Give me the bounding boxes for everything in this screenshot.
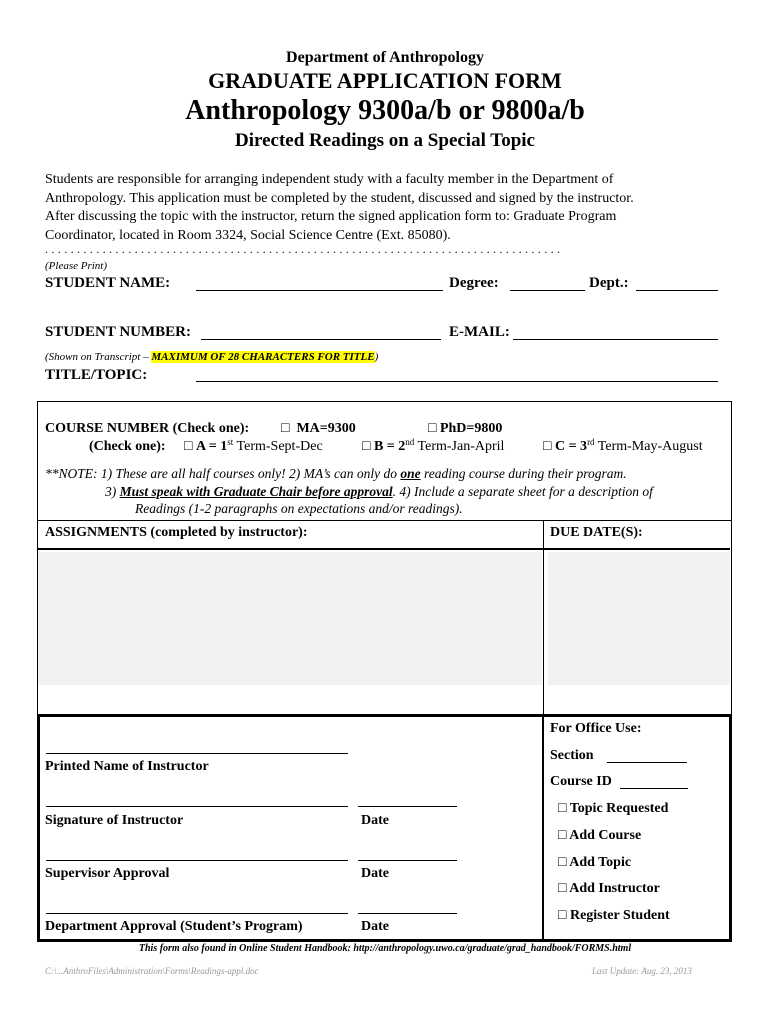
supervisor-signature-line[interactable] <box>46 860 348 861</box>
term-b-sup: nd <box>405 437 415 447</box>
instructor-signature-line[interactable] <box>46 806 348 807</box>
email-field[interactable] <box>513 339 718 340</box>
checkbox-icon: □ <box>428 421 437 436</box>
term-b-option[interactable] <box>362 439 504 455</box>
printed-name-label: Printed Name of Instructor <box>45 759 209 774</box>
transcript-note <box>45 351 378 363</box>
note-line-2 <box>105 484 653 500</box>
title-limit-highlight: MAXIMUM OF 28 CHARACTERS FOR TITLE <box>151 351 375 363</box>
degree-field[interactable] <box>510 290 585 291</box>
phd-option-label: PhD=9800 <box>439 421 503 436</box>
note-emphasis-one: one <box>400 466 421 481</box>
note-line-3: Readings (1-2 paragraphs on expectations and/or readings). <box>135 501 463 516</box>
office-option-label: Register Student <box>569 908 670 923</box>
assignments-input-area[interactable] <box>38 552 542 685</box>
title-topic-label: TITLE/TOPIC: <box>45 367 148 383</box>
term-b-prefix: B = 2 <box>373 439 406 454</box>
course-id-field[interactable] <box>620 788 688 789</box>
term-a-option[interactable] <box>184 439 323 455</box>
department-date-line[interactable] <box>358 913 457 914</box>
department-name: Department of Anthropology <box>286 49 484 66</box>
supervisor-date-label: Date <box>361 866 389 881</box>
checkbox-icon: □ <box>558 828 567 843</box>
term-c-label: Term-May-August <box>594 439 703 454</box>
office-option-label: Topic Requested <box>569 801 669 816</box>
form-title: GRADUATE APPLICATION FORM <box>208 68 562 93</box>
course-number-row <box>45 421 249 437</box>
instructor-date-line[interactable] <box>358 806 457 807</box>
student-name-field[interactable] <box>196 290 443 291</box>
printed-name-line[interactable] <box>46 753 348 754</box>
phd-option[interactable] <box>428 421 502 437</box>
checkbox-icon: □ <box>281 421 290 436</box>
note-line-1 <box>45 466 627 482</box>
office-option-add-instructor[interactable] <box>558 881 660 897</box>
student-number-label: STUDENT NUMBER: <box>45 324 191 340</box>
office-option-label: Add Instructor <box>569 881 660 896</box>
student-number-field[interactable] <box>201 339 441 340</box>
checkbox-icon: □ <box>558 855 567 870</box>
note-text: 3) <box>105 484 120 499</box>
dept-field[interactable] <box>636 290 718 291</box>
checkbox-icon: □ <box>558 881 567 896</box>
email-label: E-MAIL: <box>449 324 510 340</box>
checkbox-icon: □ <box>558 908 567 923</box>
term-check-label: (Check one): <box>89 439 166 454</box>
intro-paragraph <box>45 171 634 245</box>
due-dates-input-area[interactable] <box>548 552 730 685</box>
intro-line: After discussing the topic with the instructor, return the signed application form to: Graduate Program <box>45 209 617 224</box>
assignments-header: ASSIGNMENTS (completed by instructor): <box>45 525 308 540</box>
title-topic-field[interactable] <box>196 381 718 382</box>
handbook-note: This form also found in Online Student Handbook: http://anthropology.uwo.ca/graduate/grad_handbook/FORMS.html <box>138 943 632 954</box>
ma-option[interactable] <box>281 421 356 437</box>
dotted-separator: . . . . . . . . . . . . . . . . . . . . . . . . . . . . . . . . . . . . . . . . . . . . . . . . . . . . . . . . . . . . . . . . . . . . . . . . . . . . . . . . . <box>45 242 561 256</box>
department-date-label: Date <box>361 919 389 934</box>
term-c-prefix: C = 3 <box>554 439 588 454</box>
term-c-sup: rd <box>587 437 595 447</box>
note-emphasis-chair: Must speak with Graduate Chair before approval <box>119 484 393 499</box>
student-name-label: STUDENT NAME: <box>45 275 171 291</box>
office-option-topic-requested[interactable] <box>558 801 668 817</box>
ma-option-label: MA=9300 <box>296 421 356 436</box>
department-approval-label: Department Approval (Student’s Program) <box>45 919 303 934</box>
course-title: Anthropology 9300a/b or 9800a/b <box>185 95 585 126</box>
course-id-label: Course ID <box>550 774 612 789</box>
office-divider <box>542 716 544 940</box>
course-number-label: COURSE NUMBER (Check one): <box>45 421 250 436</box>
section-field[interactable] <box>607 762 687 763</box>
note-text: . 4) Include a separate sheet for a description of <box>392 484 653 499</box>
instructor-date-label: Date <box>361 813 389 828</box>
transcript-note-prefix: (Shown on Transcript – <box>45 351 152 363</box>
section-label: Section <box>550 748 594 763</box>
intro-line: Coordinator, located in Room 3324, Social Science Centre (Ext. 85080). <box>45 227 451 243</box>
checkbox-icon: □ <box>543 439 552 454</box>
form-subtitle: Directed Readings on a Special Topic <box>235 130 535 151</box>
please-print-note: (Please Print) <box>45 260 108 272</box>
note-text: **NOTE: 1) These are all half courses only! 2) MA’s can only do <box>45 466 401 481</box>
office-option-add-course[interactable] <box>558 828 641 844</box>
term-a-sup: st <box>227 437 234 447</box>
intro-line: Students are responsible for arranging independent study with a faculty member in the Department of <box>45 172 614 187</box>
supervisor-label: Supervisor Approval <box>45 866 170 881</box>
dept-label: Dept.: <box>589 275 629 291</box>
supervisor-date-line[interactable] <box>358 860 457 861</box>
term-a-prefix: A = 1 <box>195 439 228 454</box>
office-use-heading: For Office Use: <box>550 721 642 736</box>
office-option-add-topic[interactable] <box>558 855 631 871</box>
last-update: Last Update: Aug. 23, 2013 <box>592 966 692 976</box>
checkbox-icon: □ <box>184 439 193 454</box>
note-text: reading course during their program. <box>420 466 627 481</box>
due-dates-header: DUE DATE(S): <box>550 525 643 540</box>
checkbox-icon: □ <box>558 801 567 816</box>
term-a-label: Term-Sept-Dec <box>233 439 323 454</box>
office-option-label: Add Course <box>569 828 642 843</box>
term-b-label: Term-Jan-April <box>414 439 505 454</box>
office-option-register-student[interactable] <box>558 908 670 924</box>
file-path: C:\...AnthroFiles\Administration\Forms\Readings-appl.doc <box>45 966 259 976</box>
term-c-option[interactable] <box>543 439 703 455</box>
degree-label: Degree: <box>449 275 499 291</box>
office-option-label: Add Topic <box>569 855 632 870</box>
intro-line: Anthropology. This application must be completed by the student, discussed and signed by the instructor. <box>45 190 634 206</box>
transcript-note-suffix: ) <box>374 351 379 363</box>
department-signature-line[interactable] <box>46 913 348 914</box>
checkbox-icon: □ <box>362 439 371 454</box>
instructor-signature-label: Signature of Instructor <box>45 813 184 828</box>
table-header-rule <box>38 548 730 550</box>
